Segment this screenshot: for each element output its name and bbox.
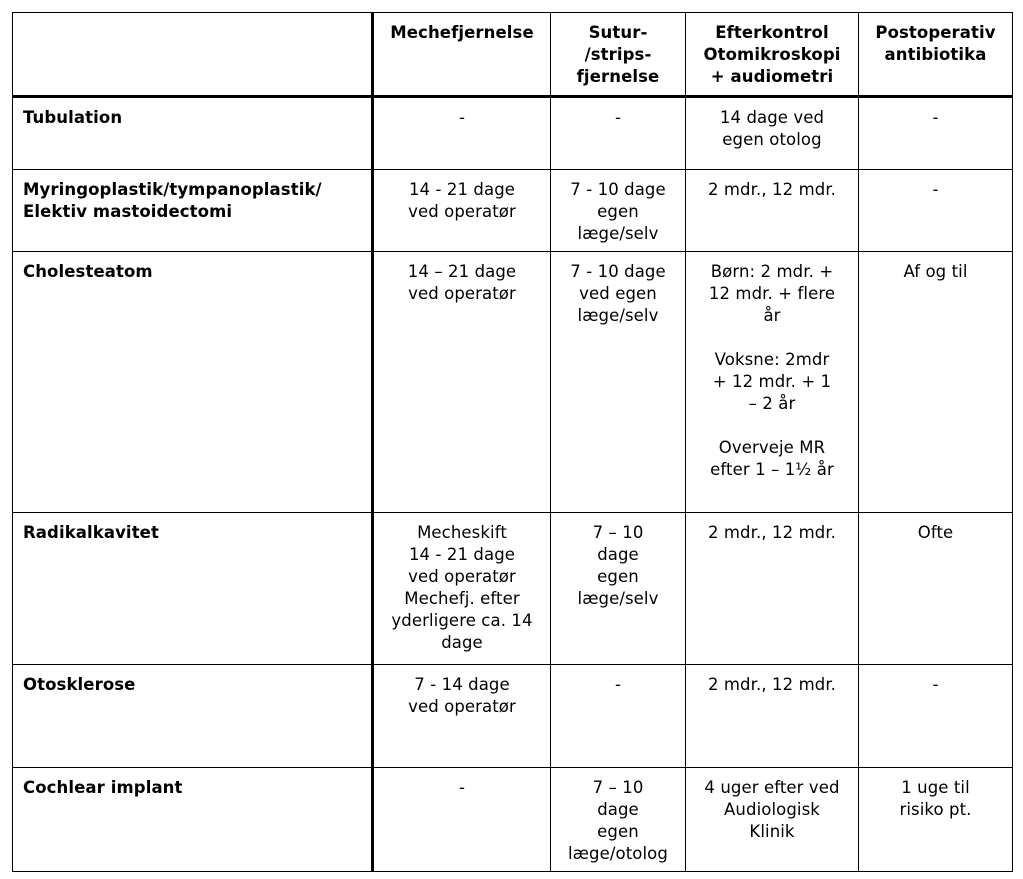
cell-sutur bbox=[551, 170, 686, 252]
cell-line: Mecheskift bbox=[417, 523, 507, 542]
header-line: Otomikroskopi bbox=[703, 45, 841, 64]
cell-mechefjernelse bbox=[373, 252, 551, 513]
cell-line: 14 – 21 dage bbox=[407, 262, 517, 281]
table-row bbox=[13, 170, 1013, 252]
table-row bbox=[13, 252, 1013, 513]
cell-line: læge/selv bbox=[577, 306, 659, 325]
table-row bbox=[13, 97, 1013, 170]
cell-mechefjernelse bbox=[373, 97, 551, 170]
cell-line: ved egen bbox=[579, 284, 657, 303]
header-line: Sutur- bbox=[588, 23, 648, 42]
cell-antibiotika bbox=[859, 665, 1013, 768]
cell-line: ved operatør bbox=[408, 697, 516, 716]
cell-line: dage bbox=[597, 545, 639, 564]
cell-line: ved operatør bbox=[408, 202, 516, 221]
cell-line: 12 mdr. + flere bbox=[708, 284, 836, 303]
cell-sutur bbox=[551, 252, 686, 513]
cell-line: - bbox=[614, 108, 622, 127]
row-label-cholesteatom bbox=[13, 252, 373, 513]
cell-paragraph bbox=[694, 179, 850, 201]
cell-line: 7 – 10 bbox=[592, 523, 644, 542]
cell-paragraph bbox=[694, 437, 850, 481]
cell-antibiotika bbox=[859, 513, 1013, 665]
header-line: Efterkontrol bbox=[715, 23, 829, 42]
aftercare-table bbox=[12, 12, 1013, 872]
cell-line: yderligere ca. 14 bbox=[391, 611, 533, 630]
header-antibiotika bbox=[859, 13, 1013, 97]
row-label-line: Cholesteatom bbox=[23, 262, 153, 281]
cell-line: - bbox=[614, 675, 622, 694]
cell-line: læge/selv bbox=[577, 224, 659, 243]
cell-line: Overveje MR bbox=[718, 438, 826, 457]
cell-efterkontrol bbox=[686, 170, 859, 252]
cell-line: år bbox=[763, 306, 781, 325]
cell-line: Mechefj. efter bbox=[404, 589, 520, 608]
cell-line: 7 – 10 bbox=[592, 778, 644, 797]
table-row bbox=[13, 665, 1013, 768]
table-row bbox=[13, 768, 1013, 872]
cell-line: ved operatør bbox=[408, 284, 516, 303]
cell-line: læge/selv bbox=[577, 589, 659, 608]
cell-efterkontrol bbox=[686, 513, 859, 665]
cell-antibiotika bbox=[859, 97, 1013, 170]
cell-line: Ofte bbox=[917, 523, 954, 542]
cell-line: læge/otolog bbox=[568, 844, 668, 863]
cell-antibiotika bbox=[859, 252, 1013, 513]
row-label-line: Tubulation bbox=[23, 108, 123, 127]
cell-line: 2 mdr., 12 mdr. bbox=[707, 523, 837, 542]
cell-line: 7 - 14 dage bbox=[414, 675, 510, 694]
cell-line: 14 - 21 dage bbox=[408, 180, 516, 199]
header-line: fjernelse bbox=[576, 67, 660, 86]
cell-efterkontrol bbox=[686, 665, 859, 768]
cell-line: efter 1 – 1½ år bbox=[710, 460, 834, 479]
row-label-line: Otosklerose bbox=[23, 675, 136, 694]
cell-line: Af og til bbox=[903, 262, 968, 281]
cell-line: 14 - 21 dage bbox=[408, 545, 516, 564]
cell-line: Klinik bbox=[749, 822, 795, 841]
row-label-line: Cochlear implant bbox=[23, 778, 183, 797]
header-empty-cell bbox=[13, 13, 373, 97]
row-label-myringoplastik bbox=[13, 170, 373, 252]
header-mechefjernelse bbox=[373, 13, 551, 97]
header-line: + audiometri bbox=[710, 67, 834, 86]
cell-line: 1 uge til bbox=[901, 778, 970, 797]
cell-line: Børn: 2 mdr. + bbox=[710, 262, 834, 281]
cell-mechefjernelse bbox=[373, 170, 551, 252]
cell-sutur bbox=[551, 97, 686, 170]
cell-mechefjernelse bbox=[373, 768, 551, 872]
cell-paragraph bbox=[694, 261, 850, 327]
row-label-radikalkavitet bbox=[13, 513, 373, 665]
cell-line: - bbox=[932, 675, 939, 694]
cell-line: Audiologisk bbox=[724, 800, 820, 819]
cell-efterkontrol bbox=[686, 252, 859, 513]
cell-line: Voksne: 2mdr bbox=[714, 350, 830, 369]
cell-line: 4 uger efter ved bbox=[704, 778, 840, 797]
cell-mechefjernelse bbox=[373, 513, 551, 665]
header-efterkontrol bbox=[686, 13, 859, 97]
cell-line: - bbox=[932, 180, 939, 199]
cell-line: – 2 år bbox=[748, 394, 796, 413]
cell-line: 2 mdr., 12 mdr. bbox=[707, 675, 837, 694]
header-sutur-strips bbox=[551, 13, 686, 97]
header-row bbox=[13, 13, 1013, 97]
cell-line: dage bbox=[441, 633, 483, 652]
row-label-line: Radikalkavitet bbox=[23, 523, 159, 542]
cell-sutur bbox=[551, 665, 686, 768]
cell-line: egen bbox=[597, 822, 639, 841]
cell-sutur bbox=[551, 768, 686, 872]
row-label-otosklerose bbox=[13, 665, 373, 768]
cell-sutur bbox=[551, 513, 686, 665]
cell-mechefjernelse bbox=[373, 665, 551, 768]
cell-paragraph bbox=[694, 107, 850, 151]
cell-line: 14 dage ved bbox=[719, 108, 825, 127]
cell-efterkontrol bbox=[686, 768, 859, 872]
cell-line: risiko pt. bbox=[899, 800, 972, 819]
cell-line: dage bbox=[597, 800, 639, 819]
row-label-cochlear-implant bbox=[13, 768, 373, 872]
cell-line: egen bbox=[597, 202, 639, 221]
cell-line: - bbox=[458, 108, 466, 127]
header-line: Postoperativ bbox=[875, 23, 996, 42]
cell-paragraph bbox=[694, 349, 850, 415]
cell-line: + 12 mdr. + 1 bbox=[712, 372, 832, 391]
row-label-line: Elektiv mastoidectomi bbox=[23, 202, 233, 221]
cell-line: - bbox=[458, 778, 466, 797]
cell-line: egen bbox=[597, 567, 639, 586]
cell-line: - bbox=[932, 108, 939, 127]
cell-line: ved operatør bbox=[408, 567, 516, 586]
cell-paragraph bbox=[694, 522, 850, 544]
cell-line: egen otolog bbox=[722, 130, 822, 149]
cell-antibiotika bbox=[859, 170, 1013, 252]
row-label-tubulation bbox=[13, 97, 373, 170]
cell-line: 7 - 10 dage bbox=[570, 262, 666, 281]
header-line: antibiotika bbox=[884, 45, 987, 64]
cell-antibiotika bbox=[859, 768, 1013, 872]
header-line: /strips- bbox=[584, 45, 652, 64]
header-line: Mechefjernelse bbox=[390, 23, 534, 42]
table-row bbox=[13, 513, 1013, 665]
cell-efterkontrol bbox=[686, 97, 859, 170]
cell-paragraph bbox=[694, 777, 850, 843]
cell-line: 7 - 10 dage bbox=[570, 180, 666, 199]
cell-line: 2 mdr., 12 mdr. bbox=[707, 180, 837, 199]
row-label-line: Myringoplastik/tympanoplastik/ bbox=[23, 180, 322, 199]
cell-paragraph bbox=[694, 674, 850, 696]
